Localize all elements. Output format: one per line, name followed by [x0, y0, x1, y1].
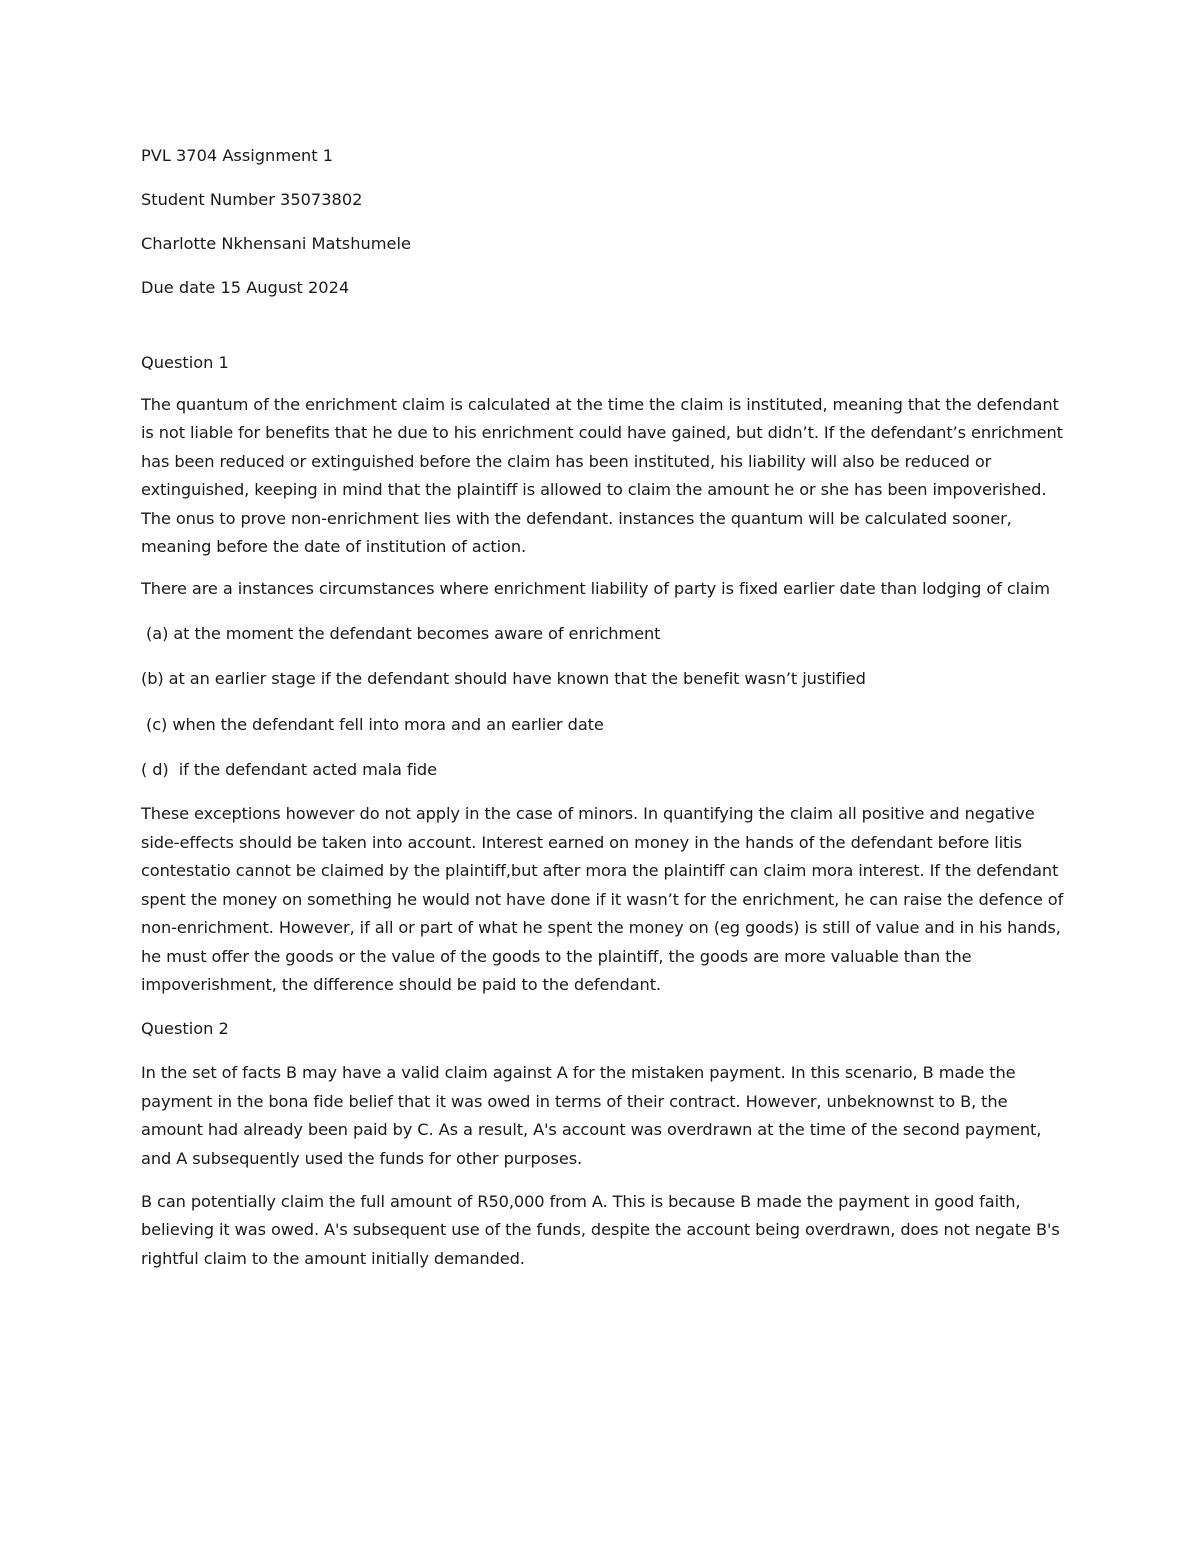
question-1-paragraph-3: These exceptions however do not apply in the case of minors. In quantifying the claim all positive and negative side-effects should be taken into account. Interest earned on money in the hands of the defendant before litis contestatio cannot be claimed by the plaintiff,but after mora the plaintiff can claim mora interest. If the defendant spent the money on something he would not have done if it wasn’t for the enrichment, he can raise the defence of non-enrichment. However, if all or part of what he spent the money on (eg goods) is still of value and in his hands, he must offer the goods or the value of the goods to the plaintiff, the goods are more valuable than the impoverishment, the difference should be paid to the defendant. [141, 804, 1064, 994]
question-2-paragraph-2: B can potentially claim the full amount of R50,000 from A. This is because B made the payment in good faith, believing it was owed. A's subsequent use of the funds, despite the account being overdrawn, does not negate B's rightful claim to the amount initially demanded. [141, 1191, 1060, 1268]
question-1-heading: Question 1 [141, 353, 229, 372]
question-2-heading: Question 2 [141, 1019, 229, 1039]
question-2-paragraph-1: In the set of facts B may have a valid claim against A for the mistaken payment. In this scenario, B made the payment in the bona fide belief that it was owed in terms of their contract. However, unbeknownst to B, the amount had already been paid by C. As a result, A's account was overdrawn at the time of the second payment, and A subsequently used the funds for other purposes. [141, 1063, 1042, 1168]
list-item-c: (c) when the defendant fell into mora and an earlier date [141, 714, 604, 734]
list-item-d: ( d) if the defendant acted mala fide [141, 760, 437, 780]
document-page [141, 142, 1066, 1273]
student-name: Charlotte Nkhensani Matshumele [141, 234, 411, 253]
question-1-paragraph-1: The quantum of the enrichment claim is calculated at the time the claim is instituted, meaning that the defendant is not liable for benefits that he due to his enrichment could have gained, but didn’t. If the defendant’s enrichment has been reduced or extinguished before the claim has been instituted, his liability will also be reduced or extinguished, keeping in mind that the plaintiff is allowed to claim the amount he or she has been impoverished. The onus to prove non-enrichment lies with the defendant. instances the quantum will be calculated sooner, meaning before the date of institution of action. [141, 395, 1063, 557]
course-title: PVL 3704 Assignment 1 [141, 146, 334, 165]
list-item-a: (a) at the moment the defendant becomes aware of enrichment [141, 623, 661, 643]
due-date: Due date 15 August 2024 [141, 278, 350, 297]
question-1-paragraph-2: There are a instances circumstances where enrichment liability of party is fixed earlier date than lodging of claim [141, 579, 1050, 599]
student-number: Student Number 35073802 [141, 190, 363, 209]
list-item-b: (b) at an earlier stage if the defendant should have known that the benefit wasn’t justified [141, 669, 866, 689]
